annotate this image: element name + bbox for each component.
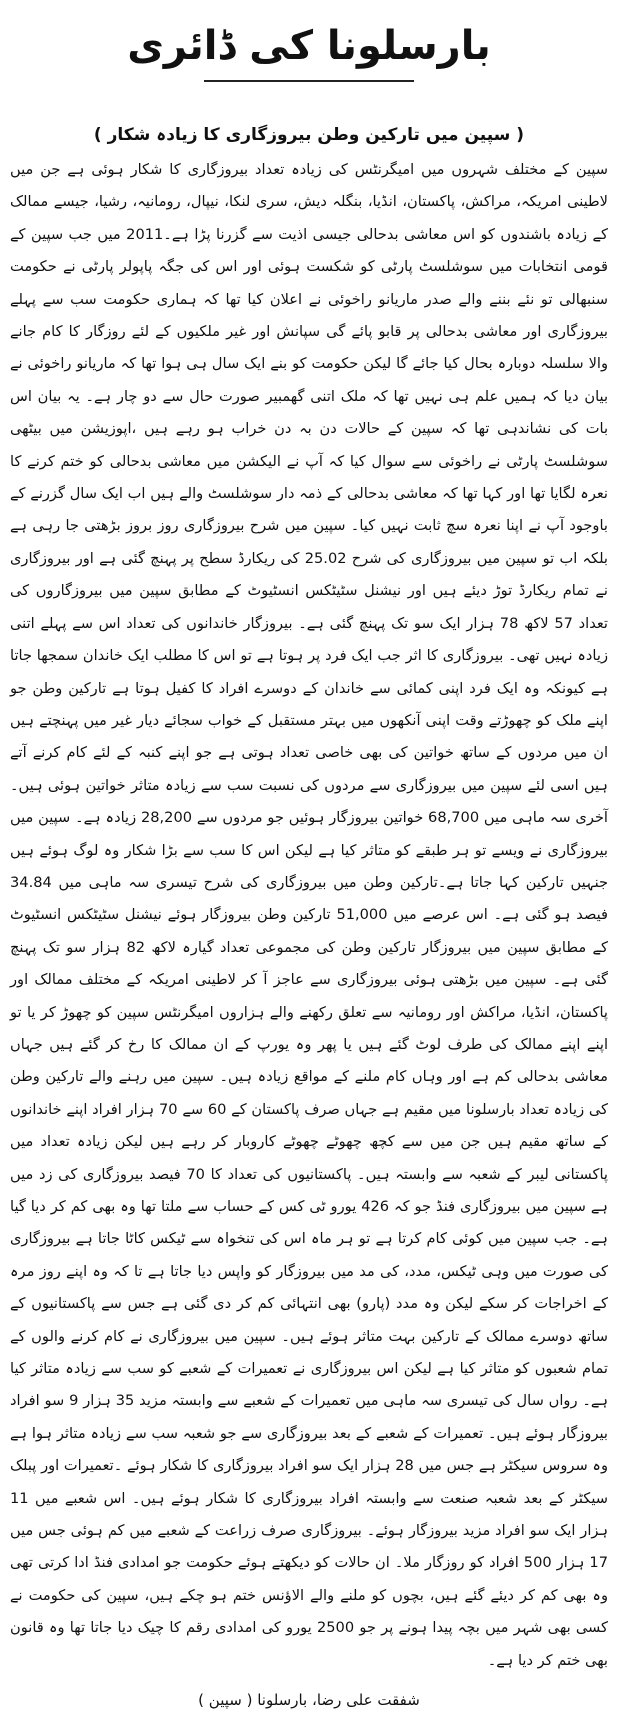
article-byline: شفقت علی رضا، بارسلونا ( سپین ) <box>198 1691 420 1710</box>
headline-underline <box>204 80 414 82</box>
article-body-text: سپین کے مختلف شہروں میں امیگرنٹس کی زیادہ تعداد بیروزگاری کا شکار ہوئی ہے جن میں لاطینی امریکہ، مراکش، پاکستان، انڈیا، بنگلہ دیش، سری لنکا، نیپال، رومانیہ، رشیا، جیسے ممالک کے زیادہ باشندوں کو اس معاشی بدحالی جیسی اذیت سے گزرنا پڑا ہے۔2011 میں جب سپین کے قومی انتخابات میں سوشلسٹ پارٹی کو شکست ہوئی اور اس کی جگہ پاپولر پارٹی نے حکومت سنبھالی تو نئے بننے والے صدر ماریانو راخوئی نے اعلان کیا تھا کہ ہماری حکومت سب سے پہلے بیروزگاری اور معاشی بدحالی پر قابو پائے گی سپانش اور غیر ملکیوں کے لئے روزگار کا کام جانے والا سلسلہ دوبارہ بحال کیا جائے گا لیکن حکومت کو بنے ایک سال ہی ہوا تھا کہ ماریانو راخوئی نے بیان دیا کہ ہمیں علم ہی نہیں تھا کہ ملک اتنی گھمبیر صورت حال سے دو چار ہے۔ یہ بیان اس بات کی نشاندہی تھا کہ سپین کے حالات دن بہ دن خراب ہو رہے ہیں ،اپوزیشن میں بیٹھی سوشلسٹ پارٹی نے راخوئی سے سوال کیا کہ آپ نے الیکشن میں معاشی بدحالی کو ختم کرنے کا نعرہ لگایا تھا اور کہا تھا کہ معاشی بدحالی کے ذمہ دار سوشلسٹ والے ہیں اب ایک سال گزرنے کے باوجود آپ نے اپنا نعرہ سچ ثابت نہیں کیا۔ سپین میں شرح بیروزگاری روز بروز بڑھتی جا رہی ہے بلکہ اب تو سپین میں بیروزگاری کی شرح 25.02 کی ریکارڈ سطح پر پہنچ گئی ہے اور بیروزگاری نے تمام ریکارڈ توڑ دیئے ہیں اور نیشنل سٹیٹکس انسٹیوٹ کے مطابق سپین میں بیروزگاروں کی تعداد 57 لاکھ 78 ہزار ایک سو تک پہنچ گئی ہے۔ بیروزگار خاندانوں کی تعداد اس سے پہلے اتنی زیادہ نہیں تھی۔ بیروزگاری کا اثر جب ایک فرد پر ہوتا ہے تو اس کا مطلب ایک خاندان سمجھا جاتا ہے کیونکہ وہ ایک فرد اپنی کمائی سے خاندان کے دوسرے افراد کا کفیل ہوتا ہے تارکین وطن جو اپنے ملک کو چھوڑتے وقت اپنی آنکھوں میں بہتر مستقبل کے خواب سجائے دیار غیر میں پہنچتے ہیں ان میں مردوں کے ساتھ خواتین کی بھی خاصی تعداد ہوتی ہے جو اپنے کنبہ کے لئے کام کرنے آتے ہیں اسی لئے سپین میں بیروزگاری سے مردوں کی نسبت سب سے زیادہ متاثر خواتین ہوئی ہیں۔آخری سہ ماہی میں 68,700 خواتین بیروزگار ہوئیں جو مردوں سے 28,200 زیادہ ہے۔ سپین میں بیروزگاری نے ویسے تو ہر طبقے کو متاثر کیا ہے لیکن اس کا سب سے بڑا شکار وہ لوگ ہوئے ہیں جنہیں تارکین کہا جاتا ہے۔تارکین وطن میں بیروزگاری کی شرح تیسری سہ ماہی میں 34.84 فیصد ہو گئی ہے۔ اس عرصے میں 51,000 تارکین وطن بیروزگار ہوئے نیشنل سٹیٹکس انسٹیوٹ کے مطابق سپین میں بیروزگار تارکین وطن کی مجموعی تعداد گیارہ لاکھ 82 ہزار سو تک پہنچ گئی ہے۔ سپین میں بڑھتی ہوئی بیروزگاری سے عاجز آ کر لاطینی امریکہ کے مختلف ممالک اور پاکستان، انڈیا، مراکش اور رومانیہ سے تعلق رکھنے والے ہزاروں امیگرنٹس سپین کو چھوڑ کر یا تو اپنے اپنے ممالک کی طرف لوٹ گئے ہیں یا پھر وہ یورپ کے ان ممالک کا رخ کر گئے ہیں جہاں معاشی بدحالی کم ہے اور وہاں کام ملنے کے مواقع زیادہ ہیں۔ سپین میں رہنے والے تارکین وطن کی زیادہ تعداد بارسلونا میں مقیم ہے جہاں صرف پاکستان کے 60 سے 70 ہزار افراد اپنے خاندانوں کے ساتھ مقیم ہیں جن میں سے کچھ چھوٹے چھوٹے کاروبار کر رہے ہیں لیکن زیادہ تعداد میں پاکستانی لیبر کے شعبہ سے وابستہ ہیں۔ پاکستانیوں کی تعداد کا 70 فیصد بیروزگاری کی زد میں ہے سپین میں بیروزگاری فنڈ جو کہ 426 یورو ٹی کس کے حساب سے ملتا تھا وہ بھی کم کر دیا گیا ہے۔ جب سپین میں کوئی کام کرتا ہے تو ہر ماہ اس کی تنخواہ سے ٹیکس کاٹا جاتا ہے بیروزگاری کی صورت میں وہی ٹیکس، مدد، کی مد میں بیروزگار کو واپس دیا جاتا ہے تا کہ وہ اپنے روز مرہ کے اخراجات کر سکے لیکن وہ مدد (پارو) بھی انتہائی کم کر دی گئی ہے جس سے پاکستانیوں کے ساتھ دوسرے ممالک کے تارکین بہت متاثر ہوئے ہیں۔ سپین میں بیروزگاری نے کام کرنے والوں کے تمام شعبوں کو متاثر کیا ہے لیکن اس بیروزگاری نے تعمیرات کے شعبے کو سب سے زیادہ متاثر کیا ہے۔ رواں سال کی تیسری سہ ماہی میں تعمیرات کے شعبے سے وابستہ مزید 35 ہزار 9 سو افراد بیروزگار ہوئے ہیں۔ تعمیرات کے شعبے کے بعد بیروزگاری سے جو شعبہ سب سے زیادہ متاثر ہوا ہے وہ سروس سیکٹر ہے جس میں 28 ہزار ایک سو افراد بیروزگاری کا شکار ہوئے ۔تعمیرات اور پبلک سیکٹر کے بعد شعبہ صنعت سے وابستہ افراد بیروزگاری کا شکار ہوئے ہیں۔ اس شعبے میں 11 ہزار ایک سو افراد مزید بیروزگار ہوئے۔ بیروزگاری صرف زراعت کے شعبے میں کم ہوئی جس میں 17 ہزار 500 افراد کو روزگار ملا۔ ان حالات کو دیکھتے ہوئے حکومت جو امدادی فنڈ ادا کرتی تھی وہ بھی کم کر دیئے گئے ہیں، بچوں کو ملنے والے الاؤنس ختم ہو چکے ہیں، سپین کی حکومت نے کسی بھی شہر میں بچہ پیدا ہونے پر جو 2500 یورو کی امدادی رقم کا چیک دیا جاتا تھا وہ قانون بھی ختم کر دیا ہے۔ <box>10 161 609 1669</box>
article-subheadline: ( سپین میں تارکین وطن بیروزگاری کا زیادہ شکار ) <box>93 125 525 145</box>
article-body <box>10 154 608 1677</box>
article-headline: بارسلونا کی ڈائری <box>127 23 491 69</box>
